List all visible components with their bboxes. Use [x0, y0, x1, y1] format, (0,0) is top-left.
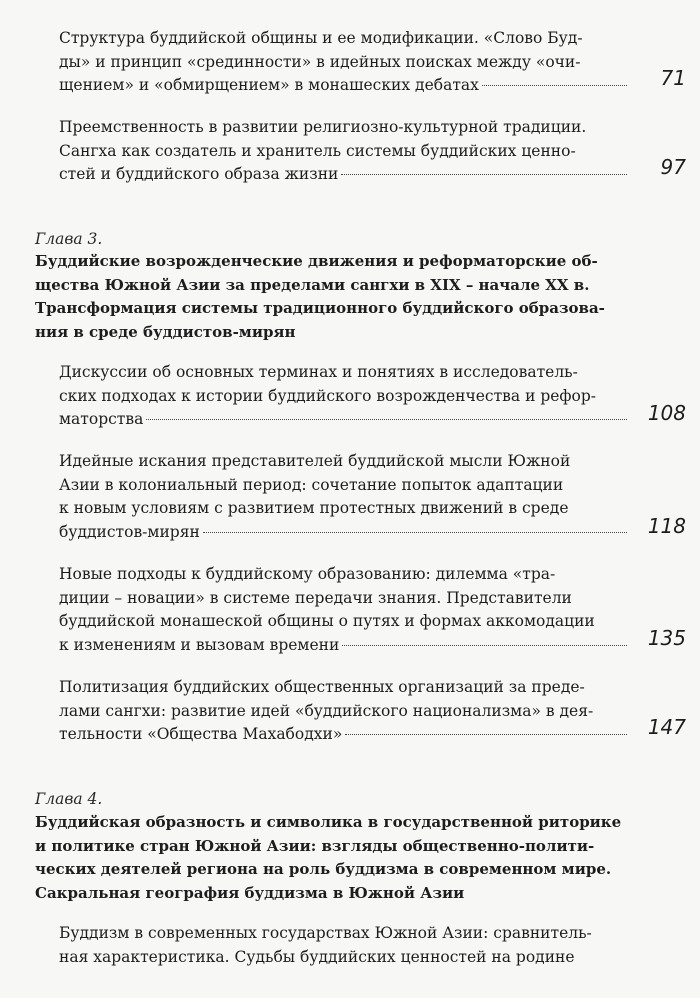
entry-line: щением» и «обмирщением» в монашеских дебатах — [59, 74, 631, 98]
chapter-title-line: ния в среде буддистов-мирян — [35, 322, 296, 341]
leader-dots — [341, 174, 627, 175]
entry-line: ная характеристика. Судьбы буддийских ценностей на родине — [59, 947, 575, 966]
chapter-title[interactable] — [35, 250, 675, 344]
entry-line: Азии в колониальный период: сочетание попыток адаптации — [59, 475, 564, 494]
chapter-title[interactable] — [35, 811, 675, 905]
page-number[interactable]: 97 — [660, 155, 686, 179]
page-number[interactable]: 108 — [647, 401, 686, 425]
chapter-title-line: Буддийская образность и символика в государственной риторике — [35, 813, 622, 831]
toc-entry[interactable] — [59, 27, 631, 98]
entry-line: буддистов-мирян — [59, 521, 631, 545]
chapter-title-line: Буддийские возрожденческие движения и реформаторские об- — [35, 252, 598, 270]
entry-line: Структура буддийской общины и ее модификации. «Слово Буд- — [59, 29, 583, 47]
entry-line: Новые подходы к буддийскому образованию: дилемма «тра- — [59, 565, 556, 583]
chapter-title-line: Трансформация системы традиционного буддийского образова- — [35, 299, 605, 317]
entry-line: лами сангхи: развитие идей «буддийского национализма» в дея- — [59, 701, 594, 720]
toc-entry[interactable] — [59, 116, 631, 187]
leader-dots — [482, 85, 627, 86]
entry-line: к новым условиям с развитием протестных движений в среде — [59, 499, 569, 517]
leader-dots — [146, 419, 627, 420]
entry-line: тельности «Общества Махабодхи» — [59, 723, 631, 747]
entry-line: буддийской монашеской общины о путях и формах аккомодации — [59, 612, 595, 630]
chapter-label: Глава 4. — [35, 790, 103, 808]
chapter-title-line: щества Южной Азии за пределами сангхи в XIX – начале XX в. — [35, 275, 590, 294]
chapter-title-line: Сакральная география буддизма в Южной Азии — [35, 883, 465, 902]
entry-line: Преемственность в развитии религиозно-культурной традиции. — [59, 118, 587, 136]
entry-line: Буддизм в современных государствах Южной Азии: сравнитель- — [59, 924, 592, 942]
toc-entry[interactable] — [59, 563, 631, 657]
toc-entry[interactable] — [59, 922, 631, 969]
page-number[interactable]: 71 — [660, 66, 686, 90]
leader-dots — [345, 734, 627, 735]
toc-entry[interactable] — [59, 676, 631, 747]
entry-line: Идейные искания представителей буддийской мысли Южной — [59, 452, 571, 470]
toc-entry[interactable] — [59, 361, 631, 432]
page-number[interactable]: 118 — [647, 514, 686, 538]
entry-line: Дискуссии об основных терминах и понятиях в исследователь- — [59, 363, 578, 381]
entry-line: ды» и принцип «срединности» в идейных поисках между «очи- — [59, 52, 581, 71]
entry-line: маторства — [59, 408, 631, 432]
entry-line: стей и буддийского образа жизни — [59, 163, 631, 187]
entry-line: диции – новации» в системе передачи знания. Представители — [59, 588, 572, 607]
leader-dots — [203, 532, 627, 533]
chapter-title-line: и политике стран Южной Азии: взгляды общественно-полити- — [35, 836, 595, 855]
toc-entry[interactable] — [59, 450, 631, 544]
entry-line: Сангха как создатель и хранитель системы буддийских ценно- — [59, 141, 576, 160]
leader-dots — [342, 645, 627, 646]
entry-line: ских подходах к истории буддийского возрожденчества и рефор- — [59, 386, 597, 405]
entry-line: Политизация буддийских общественных организаций за преде- — [59, 678, 585, 696]
chapter-label: Глава 3. — [35, 230, 103, 248]
page-number[interactable]: 135 — [647, 626, 686, 650]
page-number[interactable]: 147 — [647, 715, 686, 739]
chapter-title-line: ческих деятелей региона на роль буддизма в современном мире. — [35, 860, 612, 878]
entry-line: к изменениям и вызовам времени — [59, 634, 631, 658]
